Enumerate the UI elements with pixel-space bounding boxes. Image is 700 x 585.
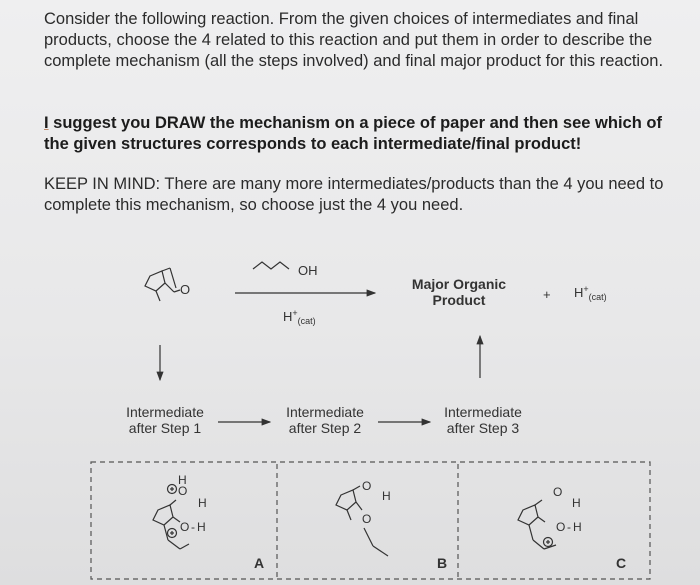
product-label-line1: Major Organic [411, 276, 507, 292]
choice-b-o-bottom: O [362, 512, 372, 526]
choice-b-o-top: O [362, 479, 372, 493]
choice-c-dash: - [567, 520, 571, 534]
step3-line2: after Step 3 [446, 420, 520, 436]
choice-b-h-side: H [382, 489, 391, 503]
choice-a-h-side: H [198, 496, 207, 510]
choice-a-h-above: H [178, 473, 187, 487]
choice-c-o-top: O [553, 485, 563, 499]
choice-a-letter[interactable]: A [254, 555, 265, 571]
choice-a-dash: - [191, 520, 195, 534]
reagent-label: OH [298, 263, 318, 278]
choice-c-h-bottom: H [573, 520, 582, 534]
choice-a-structure [153, 473, 207, 549]
plus-sign: + [543, 287, 551, 302]
catalyst-label: $H^+_{(cat)}$ [283, 308, 316, 326]
choice-b-structure [336, 479, 391, 556]
choice-c-o-bottom: O [556, 520, 566, 534]
step1-line1: Intermediate [126, 404, 204, 420]
intermediate-step3-label [430, 404, 536, 436]
regenerated-catalyst: $H^+_{(cat)}$ [574, 284, 607, 302]
choice-b-letter[interactable]: B [437, 555, 448, 571]
step2-line1: Intermediate [286, 404, 364, 420]
product-label [398, 276, 520, 308]
choice-a-o-top: O [178, 484, 188, 498]
choice-c-h-side: H [572, 496, 581, 510]
reagent-structure [253, 262, 318, 278]
step1-line2: after Step 1 [128, 420, 202, 436]
keep-in-mind-text: KEEP IN MIND: There are many more intermediates/products than the 4 you need to complete this mechanism, so choose just the 4 you need. [44, 175, 664, 214]
choice-c-letter[interactable]: C [616, 555, 627, 571]
suggestion-body: suggest you DRAW the mechanism on a piece of paper and then see which of the given structures corresponds to each intermediate/final product! [44, 114, 662, 153]
suggestion-mark: I [44, 114, 49, 132]
intermediate-step1-label [112, 404, 218, 436]
step2-line2: after Step 2 [288, 420, 362, 436]
question-text: Consider the following reaction. From the given choices of intermediates and final products, choose the 4 related to this reaction and put them in order to describe the complete mechanism (all the steps involved) and final major product for this reaction. [44, 10, 664, 70]
reactant-oxygen-label: O [180, 282, 191, 297]
product-label-line2: Product [432, 292, 486, 308]
choice-c-structure [518, 485, 582, 549]
step3-line1: Intermediate [444, 404, 522, 420]
choice-a-h-bottom: H [197, 520, 206, 534]
reactant-structure [145, 268, 190, 301]
choice-a-o-bottom: O [180, 520, 190, 534]
intermediate-step2-label [272, 404, 378, 436]
